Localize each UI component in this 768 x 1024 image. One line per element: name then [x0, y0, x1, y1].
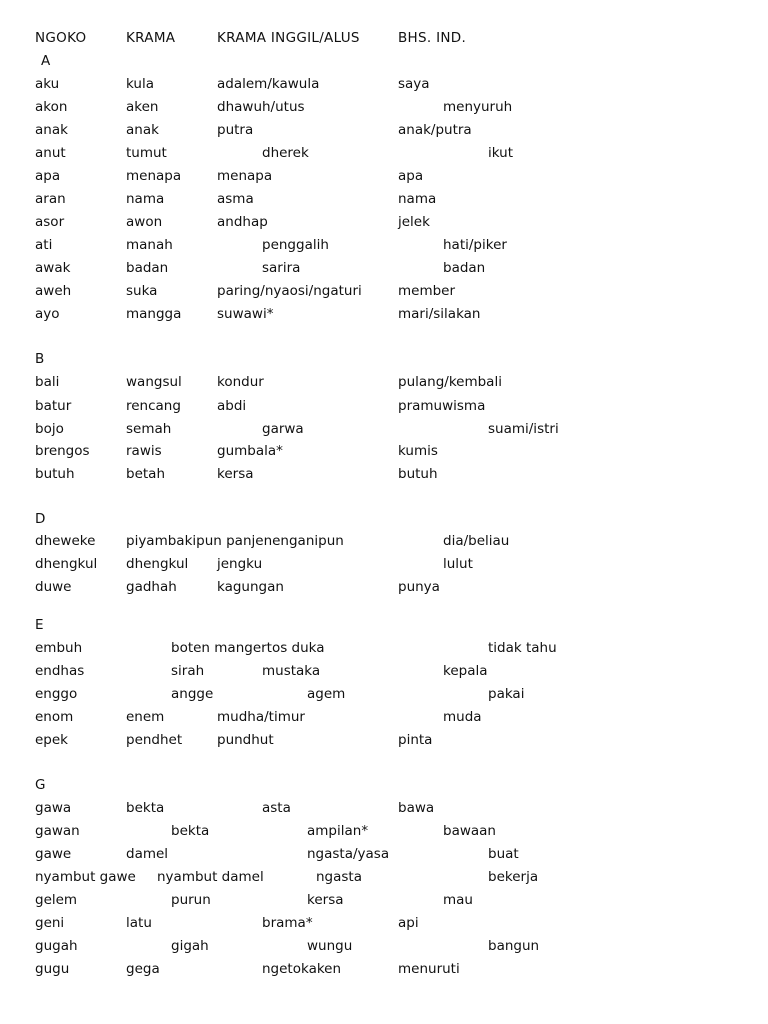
ngoko-word: awak: [35, 260, 71, 276]
krama-inggil-word: wungu: [307, 938, 353, 954]
indonesian-word: pulang/kembali: [398, 374, 502, 390]
indonesian-word: menyuruh: [443, 99, 513, 115]
ngoko-word: enggo: [35, 686, 78, 702]
ngoko-word: gawe: [35, 846, 72, 862]
table-row: [0, 419, 768, 439]
table-row: [0, 707, 768, 727]
ngoko-word: apa: [35, 168, 61, 184]
krama-word: gigah: [171, 938, 209, 954]
krama-word: badan: [126, 260, 169, 276]
krama-inggil-word: kersa: [307, 892, 344, 908]
ngoko-word: enom: [35, 709, 74, 725]
indonesian-word: bekerja: [488, 869, 539, 885]
krama-word: kula: [126, 76, 154, 92]
krama-inggil-word: ngasta/yasa: [307, 846, 390, 862]
table-row: [0, 304, 768, 324]
table-row: [0, 97, 768, 117]
ngoko-word: duwe: [35, 579, 72, 595]
krama-word: angge: [171, 686, 214, 702]
section-letter-d: [0, 509, 768, 529]
indonesian-word: bawaan: [443, 823, 496, 839]
krama-word: nama: [126, 191, 165, 207]
header-ngoko: NGOKO: [35, 30, 87, 46]
ngoko-word: nyambut gawe: [35, 869, 136, 885]
indonesian-word: member: [398, 283, 456, 299]
ngoko-word: aran: [35, 191, 66, 207]
section-letter-e: [0, 615, 768, 635]
table-row: [0, 821, 768, 841]
indonesian-word: suami/istri: [488, 421, 559, 437]
krama-word: mangga: [126, 306, 182, 322]
section-letter: B: [35, 351, 45, 367]
header-bhs-ind: BHS. IND.: [398, 30, 467, 46]
krama-inggil-word: brama*: [262, 915, 313, 931]
ngoko-word: anak: [35, 122, 68, 138]
ngoko-word: gelem: [35, 892, 78, 908]
section-letter-g: [0, 775, 768, 795]
table-row: [0, 74, 768, 94]
krama-word: pendhet: [126, 732, 183, 748]
table-row: [0, 143, 768, 163]
krama-inggil-word: garwa: [262, 421, 304, 437]
ngoko-word: gawa: [35, 800, 72, 816]
krama-inggil-word: menapa: [217, 168, 273, 184]
table-row: [0, 913, 768, 933]
krama-word: purun: [171, 892, 211, 908]
krama-inggil-word: kersa: [217, 466, 254, 482]
column-header-row: [0, 28, 768, 48]
ngoko-word: embuh: [35, 640, 83, 656]
table-row: [0, 684, 768, 704]
krama-inggil-word: mudha/timur: [217, 709, 305, 725]
indonesian-word: muda: [443, 709, 482, 725]
ngoko-word: aweh: [35, 283, 72, 299]
krama-inggil-word: mustaka: [262, 663, 321, 679]
ngoko-word: akon: [35, 99, 68, 115]
krama-inggil-word: paring/nyaosi/ngaturi: [217, 283, 362, 299]
krama-inggil-word: gumbala*: [217, 443, 283, 459]
krama-word: latu: [126, 915, 152, 931]
indonesian-word: pramuwisma: [398, 398, 486, 414]
table-row: [0, 120, 768, 140]
indonesian-word: buat: [488, 846, 519, 862]
krama-inggil-word: andhap: [217, 214, 268, 230]
krama-inggil-word: asta: [262, 800, 291, 816]
krama-inggil-word: penggalih: [262, 237, 329, 253]
indonesian-word: menuruti: [398, 961, 460, 977]
krama-inggil-word: asma: [217, 191, 254, 207]
section-letter: E: [35, 617, 44, 633]
krama-inggil-word: ngasta: [316, 869, 362, 885]
krama-word: manah: [126, 237, 173, 253]
krama-word: anak: [126, 122, 159, 138]
ngoko-word: epek: [35, 732, 68, 748]
section-letter: D: [35, 511, 46, 527]
indonesian-word: mari/silakan: [398, 306, 481, 322]
krama-inggil-word: dhawuh/utus: [217, 99, 305, 115]
krama-inggil-word: jengku: [217, 556, 263, 572]
krama-inggil-word: kondur: [217, 374, 264, 390]
table-row: [0, 867, 768, 887]
table-row: [0, 235, 768, 255]
krama-word: semah: [126, 421, 172, 437]
krama-word: tumut: [126, 145, 167, 161]
ngoko-word: gugah: [35, 938, 78, 954]
krama-word: awon: [126, 214, 163, 230]
table-row: [0, 212, 768, 232]
header-krama: KRAMA: [126, 30, 176, 46]
table-row: [0, 464, 768, 484]
ngoko-word: butuh: [35, 466, 75, 482]
indonesian-word: kepala: [443, 663, 488, 679]
krama-inggil-word: putra: [217, 122, 254, 138]
header-krama-inggil: KRAMA INGGIL/ALUS: [217, 30, 360, 46]
table-row: [0, 798, 768, 818]
table-row: [0, 554, 768, 574]
indonesian-word: punya: [398, 579, 440, 595]
krama-word: boten mangertos duka: [171, 640, 325, 656]
ngoko-word: dheweke: [35, 533, 96, 549]
krama-inggil-word: sarira: [262, 260, 301, 276]
table-row: [0, 396, 768, 416]
indonesian-word: lulut: [443, 556, 473, 572]
krama-word: rawis: [126, 443, 162, 459]
krama-word: gega: [126, 961, 160, 977]
krama-inggil-word: ampilan*: [307, 823, 369, 839]
table-row: [0, 166, 768, 186]
ngoko-word: bali: [35, 374, 60, 390]
krama-word: sirah: [171, 663, 205, 679]
krama-inggil-word: dherek: [262, 145, 309, 161]
table-row: [0, 661, 768, 681]
ngoko-word: endhas: [35, 663, 85, 679]
ngoko-word: gugu: [35, 961, 70, 977]
section-letter-b: [0, 349, 768, 369]
indonesian-word: nama: [398, 191, 437, 207]
section-letter: A: [41, 53, 51, 69]
ngoko-word: gawan: [35, 823, 80, 839]
table-row: [0, 189, 768, 209]
ngoko-word: batur: [35, 398, 72, 414]
table-row: [0, 638, 768, 658]
ngoko-word: asor: [35, 214, 65, 230]
table-row: [0, 372, 768, 392]
indonesian-word: butuh: [398, 466, 438, 482]
krama-word: betah: [126, 466, 165, 482]
indonesian-word: saya: [398, 76, 430, 92]
indonesian-word: bangun: [488, 938, 540, 954]
indonesian-word: bawa: [398, 800, 435, 816]
table-row: [0, 441, 768, 461]
ngoko-word: anut: [35, 145, 66, 161]
indonesian-word: badan: [443, 260, 486, 276]
table-row: [0, 577, 768, 597]
indonesian-word: hati/piker: [443, 237, 507, 253]
table-row: [0, 890, 768, 910]
ngoko-word: dhengkul: [35, 556, 98, 572]
indonesian-word: jelek: [398, 214, 430, 230]
indonesian-word: tidak tahu: [488, 640, 557, 656]
table-row: [0, 936, 768, 956]
krama-word: bekta: [126, 800, 165, 816]
indonesian-word: dia/beliau: [443, 533, 510, 549]
table-row: [0, 730, 768, 750]
indonesian-word: api: [398, 915, 419, 931]
krama-word: wangsul: [126, 374, 182, 390]
krama-inggil-word: adalem/kawula: [217, 76, 320, 92]
indonesian-word: kumis: [398, 443, 438, 459]
table-row: [0, 281, 768, 301]
table-row: [0, 531, 768, 551]
krama-inggil-word: suwawi*: [217, 306, 274, 322]
table-row: [0, 258, 768, 278]
ngoko-word: geni: [35, 915, 65, 931]
ngoko-word: aku: [35, 76, 60, 92]
table-row: [0, 844, 768, 864]
indonesian-word: pakai: [488, 686, 525, 702]
krama-inggil-word: ngetokaken: [262, 961, 342, 977]
table-row: [0, 959, 768, 979]
krama-inggil-word: abdi: [217, 398, 247, 414]
krama-word: menapa: [126, 168, 182, 184]
krama-word: piyambakipun panjenenganipun: [126, 533, 344, 549]
indonesian-word: mau: [443, 892, 473, 908]
krama-word: rencang: [126, 398, 181, 414]
ngoko-word: brengos: [35, 443, 90, 459]
krama-word: enem: [126, 709, 165, 725]
krama-word: damel: [126, 846, 169, 862]
section-letter-a: [0, 51, 768, 71]
krama-word: nyambut damel: [157, 869, 264, 885]
indonesian-word: pinta: [398, 732, 433, 748]
section-letter: G: [35, 777, 46, 793]
indonesian-word: anak/putra: [398, 122, 472, 138]
krama-word: suka: [126, 283, 158, 299]
indonesian-word: apa: [398, 168, 424, 184]
ngoko-word: ati: [35, 237, 53, 253]
krama-inggil-word: kagungan: [217, 579, 284, 595]
krama-inggil-word: agem: [307, 686, 346, 702]
indonesian-word: ikut: [488, 145, 514, 161]
krama-word: bekta: [171, 823, 210, 839]
krama-word: dhengkul: [126, 556, 189, 572]
ngoko-word: ayo: [35, 306, 60, 322]
krama-word: aken: [126, 99, 159, 115]
ngoko-word: bojo: [35, 421, 64, 437]
krama-inggil-word: pundhut: [217, 732, 274, 748]
krama-word: gadhah: [126, 579, 177, 595]
